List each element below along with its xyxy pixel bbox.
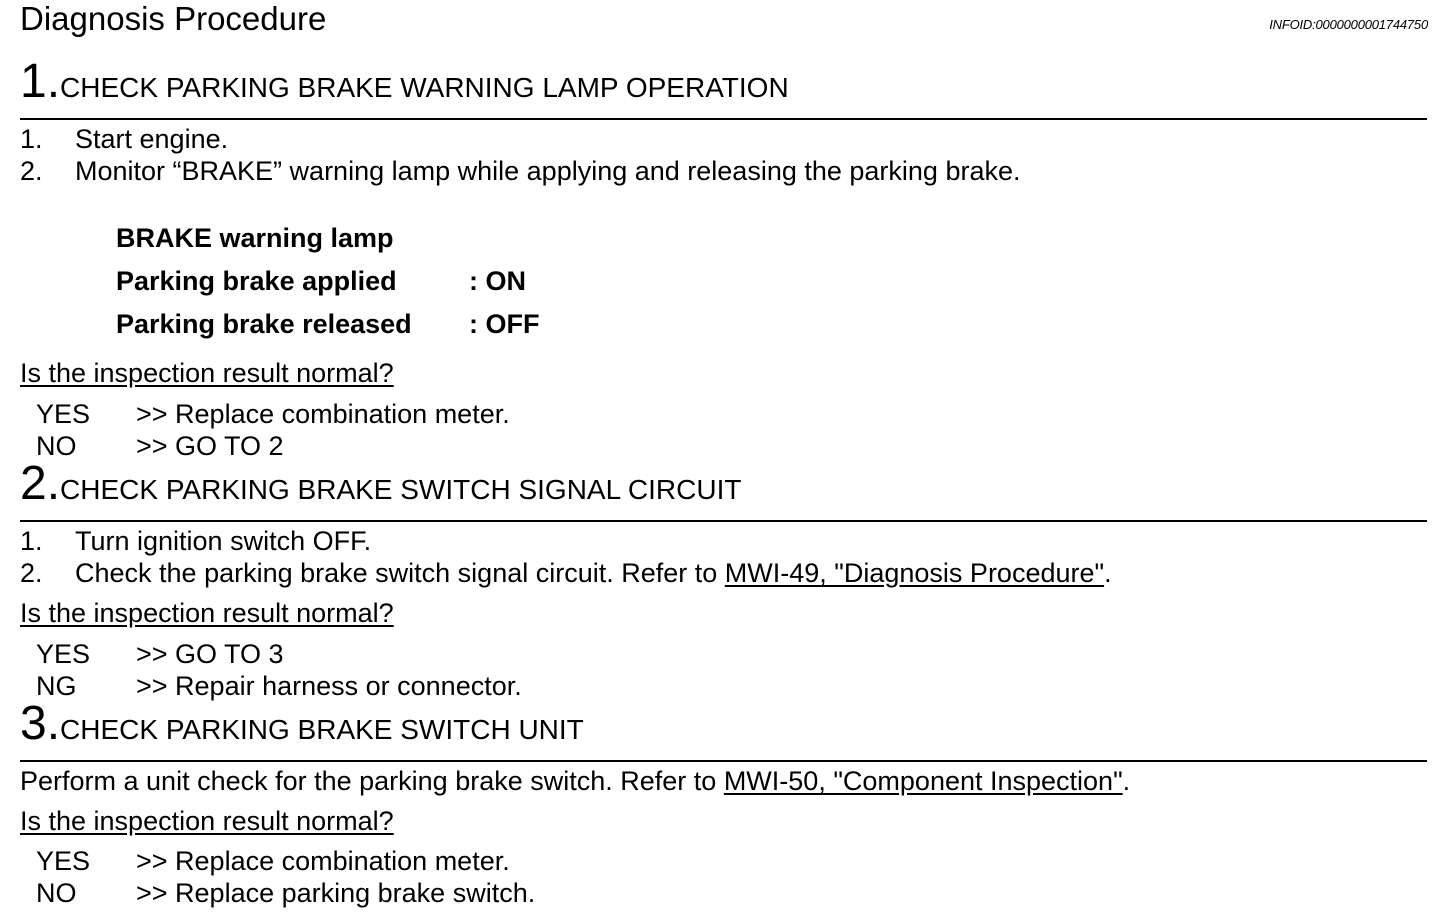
step-1-rule: [20, 118, 1427, 120]
step-1-item-2: [20, 155, 1021, 187]
reference-link-mwi-49[interactable]: MWI-49, "Diagnosis Procedure": [724, 558, 1105, 588]
step-2-title: CHECK PARKING BRAKE SWITCH SIGNAL CIRCUIT: [60, 474, 742, 505]
answer-text: >> Repair harness or connector.: [136, 671, 522, 701]
step-3-answer-yes: [36, 845, 510, 877]
answer-key: NG: [36, 671, 77, 701]
answer-text: >> Replace combination meter.: [136, 399, 510, 429]
step-3-heading: [20, 698, 584, 750]
item-number: 2.: [20, 156, 43, 186]
step-1-heading: [20, 56, 789, 108]
item-text: [75, 557, 1112, 589]
answer-text: >> GO TO 3: [136, 639, 284, 669]
item-number: 1.: [20, 124, 43, 154]
item-text: Monitor “BRAKE” warning lamp while applying and releasing the parking brake.: [75, 156, 1021, 186]
step-2-heading: [20, 458, 741, 510]
paragraph-text-before: Perform a unit check for the parking brake switch. Refer to: [20, 766, 724, 796]
answer-key: YES: [36, 846, 91, 876]
step-1-number: 1.: [20, 55, 61, 108]
answer-key: NO: [36, 431, 77, 461]
answer-text: >> Replace parking brake switch.: [136, 878, 536, 908]
item-number: 2.: [20, 558, 43, 588]
spec-row-value: : OFF: [469, 309, 540, 339]
step-1-question: Is the inspection result normal?: [20, 358, 394, 388]
step-3-title: CHECK PARKING BRAKE SWITCH UNIT: [60, 714, 584, 745]
answer-key: NO: [36, 878, 77, 908]
step-3-paragraph: [20, 765, 1130, 797]
item-text-before: Check the parking brake switch signal circuit. Refer to: [75, 558, 725, 588]
step-3-answer-no: [36, 877, 535, 909]
item-text-after: .: [1104, 558, 1112, 588]
item-text: Turn ignition switch OFF.: [75, 526, 372, 556]
step-2-item-2: [20, 557, 1112, 589]
item-number: 1.: [20, 526, 43, 556]
step-1-item-1: [20, 123, 228, 155]
answer-text: >> Replace combination meter.: [136, 846, 510, 876]
spec-row-label: Parking brake applied: [116, 266, 397, 296]
spec-row-value: : ON: [469, 266, 526, 296]
step-2-answer-yes: [36, 638, 284, 670]
step-1-title: CHECK PARKING BRAKE WARNING LAMP OPERATION: [60, 72, 789, 103]
page-title: Diagnosis Procedure: [20, 0, 327, 37]
step-2-question: Is the inspection result normal?: [20, 598, 394, 628]
answer-text: >> GO TO 2: [136, 431, 284, 461]
spec-heading: BRAKE warning lamp: [116, 223, 394, 253]
answer-key: YES: [36, 639, 91, 669]
item-text: Start engine.: [75, 124, 229, 154]
info-id: INFOID:0000000001744750: [1269, 17, 1428, 32]
step-3-rule: [20, 760, 1427, 762]
step-2-item-1: [20, 525, 371, 557]
step-3-question: Is the inspection result normal?: [20, 806, 394, 836]
step-2-number: 2.: [20, 457, 61, 510]
paragraph-text-after: .: [1122, 766, 1131, 796]
answer-key: YES: [36, 399, 91, 429]
step-3-number: 3.: [20, 697, 61, 750]
reference-link-mwi-50[interactable]: MWI-50, "Component Inspection": [723, 766, 1123, 796]
step-1-answer-yes: [36, 398, 510, 430]
spec-row-label: Parking brake released: [116, 309, 412, 339]
step-2-rule: [20, 520, 1427, 522]
